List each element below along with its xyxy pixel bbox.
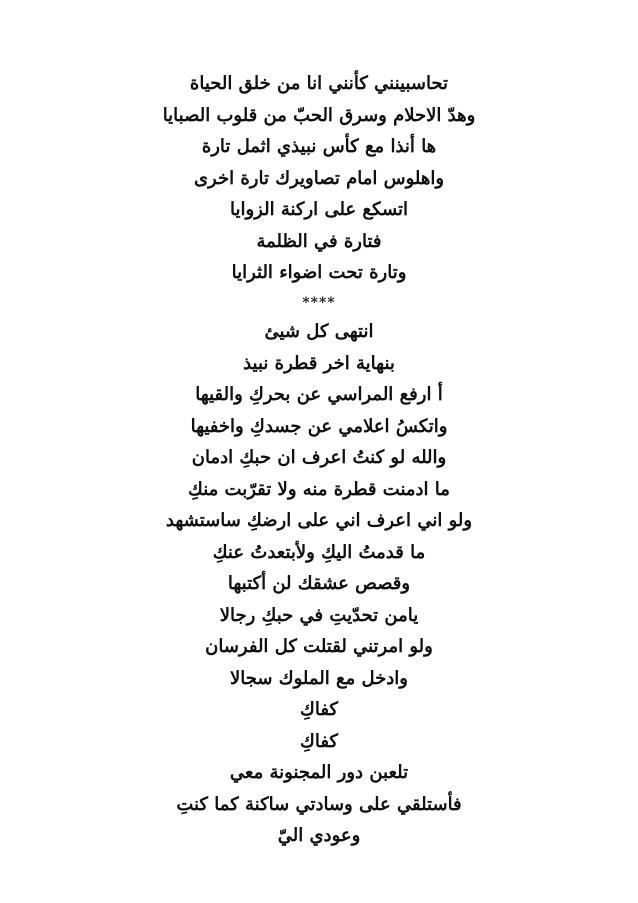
poem-line: كفاكِ xyxy=(300,699,338,720)
poem-line: فأستلقي على وسادتي ساكنة كما كنتِ xyxy=(176,793,462,815)
poem-line: كفاكِ xyxy=(300,730,338,752)
poem-line: وعودي اليّ xyxy=(277,825,361,846)
poem-line: بنهاية اخر قطرة نبيذ xyxy=(243,352,395,374)
poem-line: ما قدمتُ اليكِ ولأبتعدتُ عنكِ xyxy=(212,541,426,563)
poem-stanza-2 xyxy=(0,316,638,852)
poem-line: وادخل مع الملوك سجالا xyxy=(230,667,408,689)
poem-line: والله لو كنتُ اعرف ان حبكِ ادمان xyxy=(191,447,447,468)
poem-line: يامن تحدّيتِ في حبكِ رجالا xyxy=(219,604,419,626)
poem-line: واتكسُ اعلامي عن جسدكِ واخفيها xyxy=(190,415,448,437)
poem-line: واهلوس امام تصاويرك تارة اخرى xyxy=(193,167,445,189)
poem-line: اتسكع على اركنة الزوايا xyxy=(229,199,409,220)
poem-line: وتارة تحت اضواء الثرايا xyxy=(231,262,407,283)
poem-line: انتهى كل شيئ xyxy=(264,321,374,342)
poem-line: ولو اني اعرف اني على ارضكِ ساستشهد xyxy=(165,510,473,531)
poem-line: ما ادمنت قطرة منه ولا تقرّبت منكِ xyxy=(188,478,450,500)
poem-line: تلعبن دور المجنونة معي xyxy=(229,762,409,783)
stanza-separator: **** xyxy=(302,294,336,311)
poem-line: وهدّ الاحلام وسرق الحبّ من قلوب الصبايا xyxy=(162,104,476,126)
poem-line: وقصص عشقك لن أكتبها xyxy=(227,573,411,594)
poem-line: أ ارفع المراسي عن بحركِ والقيها xyxy=(195,384,443,405)
poem-line: ولو امرتني لقتلت كل الفرسان xyxy=(205,636,433,657)
poem-line: تحاسبينني كأنني انا من خلق الحياة xyxy=(189,73,449,94)
poem-stanza-1 xyxy=(0,68,638,313)
poem-line: ها أنذا مع كأس نبيذي اثمل تارة xyxy=(201,136,437,157)
poem-line: فتارة في الظلمة xyxy=(256,230,382,252)
